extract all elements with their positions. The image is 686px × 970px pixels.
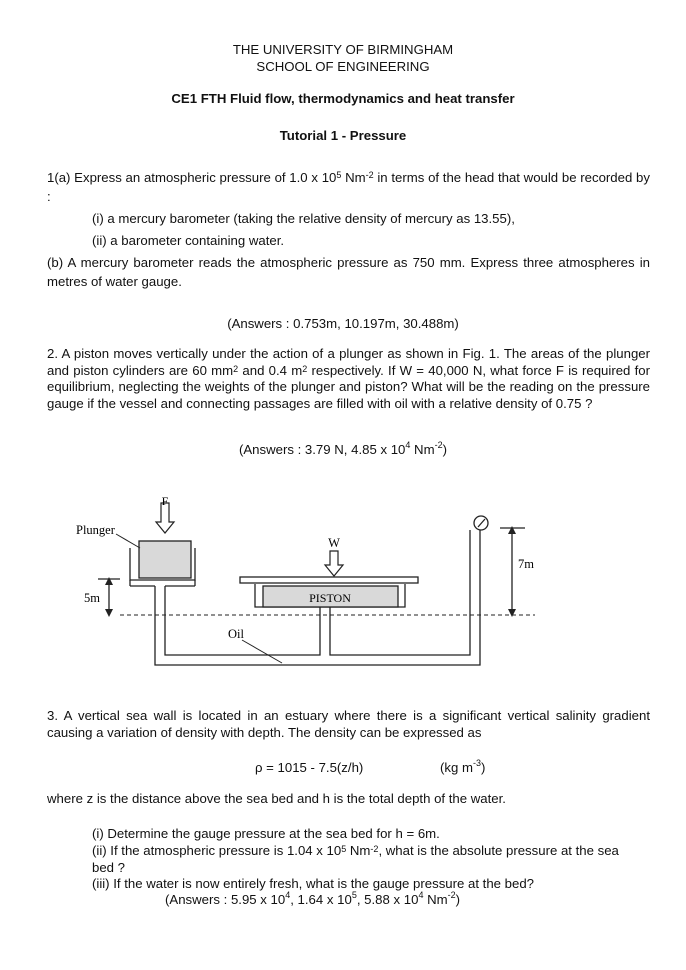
q1-answers: (Answers : 0.753m, 10.197m, 30.488m) [227,316,459,331]
plunger-block [139,541,191,578]
dimension-7m [500,528,525,615]
q3-item-ii: (ii) If the atmospheric pressure is 1.04 x $10^5$ $Nm^{-2}$, what is the absolute pressure at the sea bed ? [92,843,619,875]
course-title: CE1 FTH Fluid flow, thermodynamics and heat transfer [171,91,515,106]
label-5m: 5m [84,591,100,605]
q3-text: 3. A vertical sea wall is located in an estuary where there is a significant vertical salinity gradient causing a variation of density with depth. The density can be expressed as [47,708,650,740]
q1-part-b: (b) A mercury barometer reads the atmospheric pressure as 750 mm. Express three atmospheres in metres of water gauge. [47,255,650,289]
label-plunger: Plunger [76,523,115,537]
q3-formula: ρ = 1015 - 7.5(z/h) [255,760,364,775]
label-7m: 7m [518,557,534,571]
q2-text: 2. A piston moves vertically under the action of a plunger as shown in Fig. 1. The areas of the plunger and piston cylinders are 60 $mm^2$ and 0.4 $m^2$ respectively. If W = 40,000 N, what force F is required for equilibrium, neglecting the weights of the plunger and piston? What will be the reading on the pressure gauge if the vessel and connecting passages are filled with oil with a relative density of 0.75 ? [47,346,651,411]
q3-where: where z is the distance above the sea bed and h is the total depth of the water. [47,791,506,806]
figure-plunger-piston [0,490,686,675]
piston-platform [240,577,418,583]
label-piston: PISTON [309,591,351,605]
q1-item-ii: (ii) a barometer containing water. [92,233,285,248]
q1-part-a: 1(a) Express an atmospheric pressure of 1.0 x $10^5$ $Nm^{-2}$ in terms of the head that would be recorded by : [47,170,650,204]
school-name: SCHOOL OF ENGINEERING [256,59,430,74]
label-f: F [161,494,169,508]
q1-item-i: (i) a mercury barometer (taking the relative density of mercury as 13.55), [92,211,515,226]
university-name: THE UNIVERSITY OF BIRMINGHAM [232,42,454,57]
q3-item-i: (i) Determine the gauge pressure at the sea bed for h = 6m. [92,826,440,841]
q3-item-iii: (iii) If the water is now entirely fresh, what is the gauge pressure at the bed? [92,876,535,891]
force-arrow-w-icon [325,551,343,576]
label-oil: Oil [228,627,244,641]
q3-answers: (Answers : 5.95 x $10^4$, 1.64 x $10^5$, 5.88 x $10^4$ $Nm^{-2}$) [165,890,461,907]
q2-answers: (Answers : 3.79 N, 4.85 x $10^4$ $Nm^{-2}$) [238,440,447,457]
tutorial-title: Tutorial 1 - Pressure [279,128,407,143]
label-w: W [328,536,340,550]
q3-formula-unit: (kg $m^{-3}$) [440,758,486,775]
